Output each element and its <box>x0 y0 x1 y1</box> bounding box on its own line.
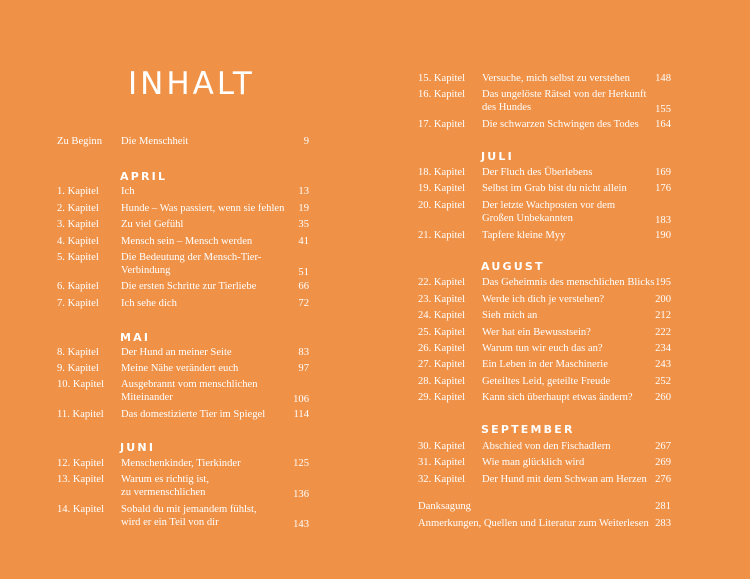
page-number: 195 <box>655 277 671 288</box>
page-number: 143 <box>293 519 309 530</box>
chapter-label: 26. Kapitel <box>418 343 466 354</box>
page-number: 136 <box>293 489 309 500</box>
page-number: 260 <box>655 392 671 403</box>
chapter-label: 31. Kapitel <box>418 457 466 468</box>
section-heading: SEPTEMBER <box>481 423 575 436</box>
chapter-label: 17. Kapitel <box>418 119 466 130</box>
chapter-label: 11. Kapitel <box>57 409 104 420</box>
chapter-title-line: wird er ein Teil von dir <box>121 517 219 528</box>
page-title: INHALT <box>128 66 255 102</box>
chapter-title-line: Wer hat ein Bewusstsein? <box>482 327 591 338</box>
chapter-title <box>121 235 252 248</box>
chapter-title <box>482 276 654 289</box>
chapter-label: 19. Kapitel <box>418 183 466 194</box>
chapter-title-line: Zu viel Gefühl <box>121 219 184 230</box>
chapter-title-line: Sieh mich an <box>482 310 538 321</box>
chapter-label: 13. Kapitel <box>57 474 105 485</box>
chapter-title <box>121 202 284 215</box>
chapter-title-line: Menschenkinder, Tierkinder <box>121 458 241 469</box>
chapter-label: Zu Beginn <box>57 136 103 147</box>
chapter-label: 1. Kapitel <box>57 186 99 197</box>
chapter-title: Die Menschheit <box>121 136 189 147</box>
chapter-title-line: Mensch sein – Mensch werden <box>121 236 253 247</box>
chapter-title-line: Ein Leben in der Maschinerie <box>482 359 608 370</box>
chapter-title <box>482 88 646 114</box>
chapter-label: 18. Kapitel <box>418 167 466 178</box>
chapter-title <box>482 440 611 453</box>
chapter-title-line: Hunde – Was passiert, wenn sie fehlen <box>121 203 285 214</box>
chapter-title <box>482 456 584 469</box>
page-number: 41 <box>298 236 309 247</box>
chapter-title-line: Das domestizierte Tier im Spiegel <box>121 409 266 420</box>
chapter-label: 8. Kapitel <box>57 347 99 358</box>
chapter-label: 4. Kapitel <box>57 236 99 247</box>
chapter-label: 21. Kapitel <box>418 230 466 241</box>
chapter-label: 23. Kapitel <box>418 294 466 305</box>
page-number: 283 <box>655 518 671 529</box>
chapter-label: 7. Kapitel <box>57 298 99 309</box>
page-number: 97 <box>298 363 309 374</box>
page-number: 9 <box>303 136 309 147</box>
chapter-label: 14. Kapitel <box>57 504 105 515</box>
chapter-label: 9. Kapitel <box>57 363 99 374</box>
chapter-title-line: Das Geheimnis des menschlichen Blicks <box>482 277 655 288</box>
chapter-title-line: Der Hund mit dem Schwan am Herzen <box>482 474 647 485</box>
chapter-title-line: zu vermenschlichen <box>121 487 206 498</box>
chapter-label: 3. Kapitel <box>57 219 99 230</box>
chapter-label: 32. Kapitel <box>418 474 466 485</box>
chapter-title-line: Abschied von den Fischadlern <box>482 441 611 452</box>
chapter-title <box>121 408 265 421</box>
page-number: 222 <box>655 327 671 338</box>
chapter-title <box>482 229 565 242</box>
chapter-title-line: Der letzte Wachposten vor dem <box>482 200 616 211</box>
chapter-title-line: Werde ich dich je verstehen? <box>482 294 605 305</box>
chapter-label: 15. Kapitel <box>418 73 466 84</box>
section-heading: JULI <box>481 150 514 163</box>
section-heading: JUNI <box>120 441 156 454</box>
page-number: 234 <box>655 343 671 354</box>
chapter-title-line: Meine Nähe verändert euch <box>121 363 239 374</box>
chapter-label: 22. Kapitel <box>418 277 466 288</box>
chapter-title-line: Wie man glücklich wird <box>482 457 585 468</box>
page-number: 51 <box>298 267 309 278</box>
page-number: 190 <box>655 230 671 241</box>
page-number: 243 <box>655 359 671 370</box>
section-heading: MAI <box>120 331 151 344</box>
page-number: 169 <box>655 167 671 178</box>
chapter-label: 5. Kapitel <box>57 252 99 263</box>
chapter-label: 12. Kapitel <box>57 458 105 469</box>
page-number: 106 <box>293 394 309 405</box>
chapter-title-line: Tapfere kleine Myy <box>482 230 566 241</box>
chapter-label: 24. Kapitel <box>418 310 466 321</box>
chapter-label: 30. Kapitel <box>418 441 466 452</box>
chapter-title <box>482 473 647 486</box>
chapter-title-line: Die ersten Schritte zur Tierliebe <box>121 281 257 292</box>
chapter-title-line: Warum es richtig ist, <box>121 474 209 485</box>
chapter-label: 27. Kapitel <box>418 359 466 370</box>
page-number: 164 <box>655 119 671 130</box>
page-number: 19 <box>298 203 309 214</box>
page-number: 252 <box>655 376 671 387</box>
page-number: 269 <box>655 457 671 468</box>
section-heading: AUGUST <box>481 260 545 273</box>
chapter-title <box>121 473 209 499</box>
chapter-title <box>121 218 183 231</box>
chapter-title <box>482 118 639 131</box>
chapter-title <box>482 326 591 339</box>
chapter-label: 25. Kapitel <box>418 327 466 338</box>
page-number: 114 <box>293 409 309 420</box>
chapter-label: 28. Kapitel <box>418 376 466 387</box>
chapter-title <box>482 72 630 85</box>
chapter-label: 29. Kapitel <box>418 392 466 403</box>
chapter-title <box>482 342 603 355</box>
chapter-title-line: Die Bedeutung der Mensch-Tier- <box>121 252 262 263</box>
chapter-title <box>482 309 537 322</box>
chapter-title-line: Versuche, mich selbst zu verstehen <box>482 73 630 84</box>
page-number: 125 <box>293 458 309 469</box>
chapter-title-line: Das ungelöste Rätsel von der Herkunft <box>482 89 647 100</box>
chapter-title <box>121 185 135 198</box>
page-number: 183 <box>655 215 671 226</box>
chapter-title-line: Der Hund an meiner Seite <box>121 347 232 358</box>
page-number: 212 <box>655 310 671 321</box>
page-number: 176 <box>655 183 671 194</box>
chapter-title-line: Großen Unbekannten <box>482 213 573 224</box>
chapter-title <box>121 297 177 310</box>
page-number: 276 <box>655 474 671 485</box>
chapter-label: 10. Kapitel <box>57 379 105 390</box>
chapter-title <box>121 251 261 277</box>
chapter-title-line: Die schwarzen Schwingen des Todes <box>482 119 639 130</box>
chapter-title-line: Ich sehe dich <box>121 298 177 309</box>
chapter-title-line: Kann sich überhaupt etwas ändern? <box>482 392 633 403</box>
chapter-title <box>121 378 258 404</box>
page-number: 66 <box>298 281 309 292</box>
chapter-title <box>482 391 633 404</box>
page-number: 35 <box>298 219 309 230</box>
chapter-title <box>121 280 256 293</box>
chapter-label: 16. Kapitel <box>418 89 466 100</box>
page-number: 155 <box>655 104 671 115</box>
chapter-label: 2. Kapitel <box>57 203 99 214</box>
page-number: 200 <box>655 294 671 305</box>
chapter-title <box>121 346 232 359</box>
chapter-title <box>482 166 592 179</box>
chapter-title-line: Selbst im Grab bist du nicht allein <box>482 183 627 194</box>
chapter-title-line: Ich <box>121 186 135 197</box>
chapter-title: Anmerkungen, Quellen und Literatur zum Weiterlesen <box>418 518 649 529</box>
chapter-label: 20. Kapitel <box>418 200 466 211</box>
chapter-title-line: Sobald du mit jemandem fühlst, <box>121 504 257 515</box>
page-number: 13 <box>298 186 309 197</box>
chapter-title <box>482 293 604 306</box>
chapter-label: 6. Kapitel <box>57 281 99 292</box>
chapter-title-line: des Hundes <box>482 102 532 113</box>
page-number: 267 <box>655 441 671 452</box>
chapter-title-line: Ausgebrannt vom menschlichen <box>121 379 258 390</box>
chapter-title <box>121 503 257 529</box>
chapter-title <box>482 182 627 195</box>
page-number: 72 <box>298 298 309 309</box>
chapter-title-line: Warum tun wir euch das an? <box>482 343 603 354</box>
chapter-title <box>482 375 610 388</box>
chapter-title <box>482 358 608 371</box>
chapter-title <box>121 362 238 375</box>
chapter-title <box>482 199 615 225</box>
page-number: 148 <box>655 73 671 84</box>
page-number: 281 <box>655 501 671 512</box>
chapter-title-line: Geteiltes Leid, geteilte Freude <box>482 376 611 387</box>
page-number: 83 <box>298 347 309 358</box>
chapter-title-line: Verbindung <box>121 265 171 276</box>
chapter-title-line: Miteinander <box>121 392 173 403</box>
section-heading: APRIL <box>120 170 168 183</box>
chapter-title: Danksagung <box>418 501 471 512</box>
chapter-title <box>121 457 241 470</box>
chapter-title-line: Der Fluch des Überlebens <box>482 167 593 178</box>
